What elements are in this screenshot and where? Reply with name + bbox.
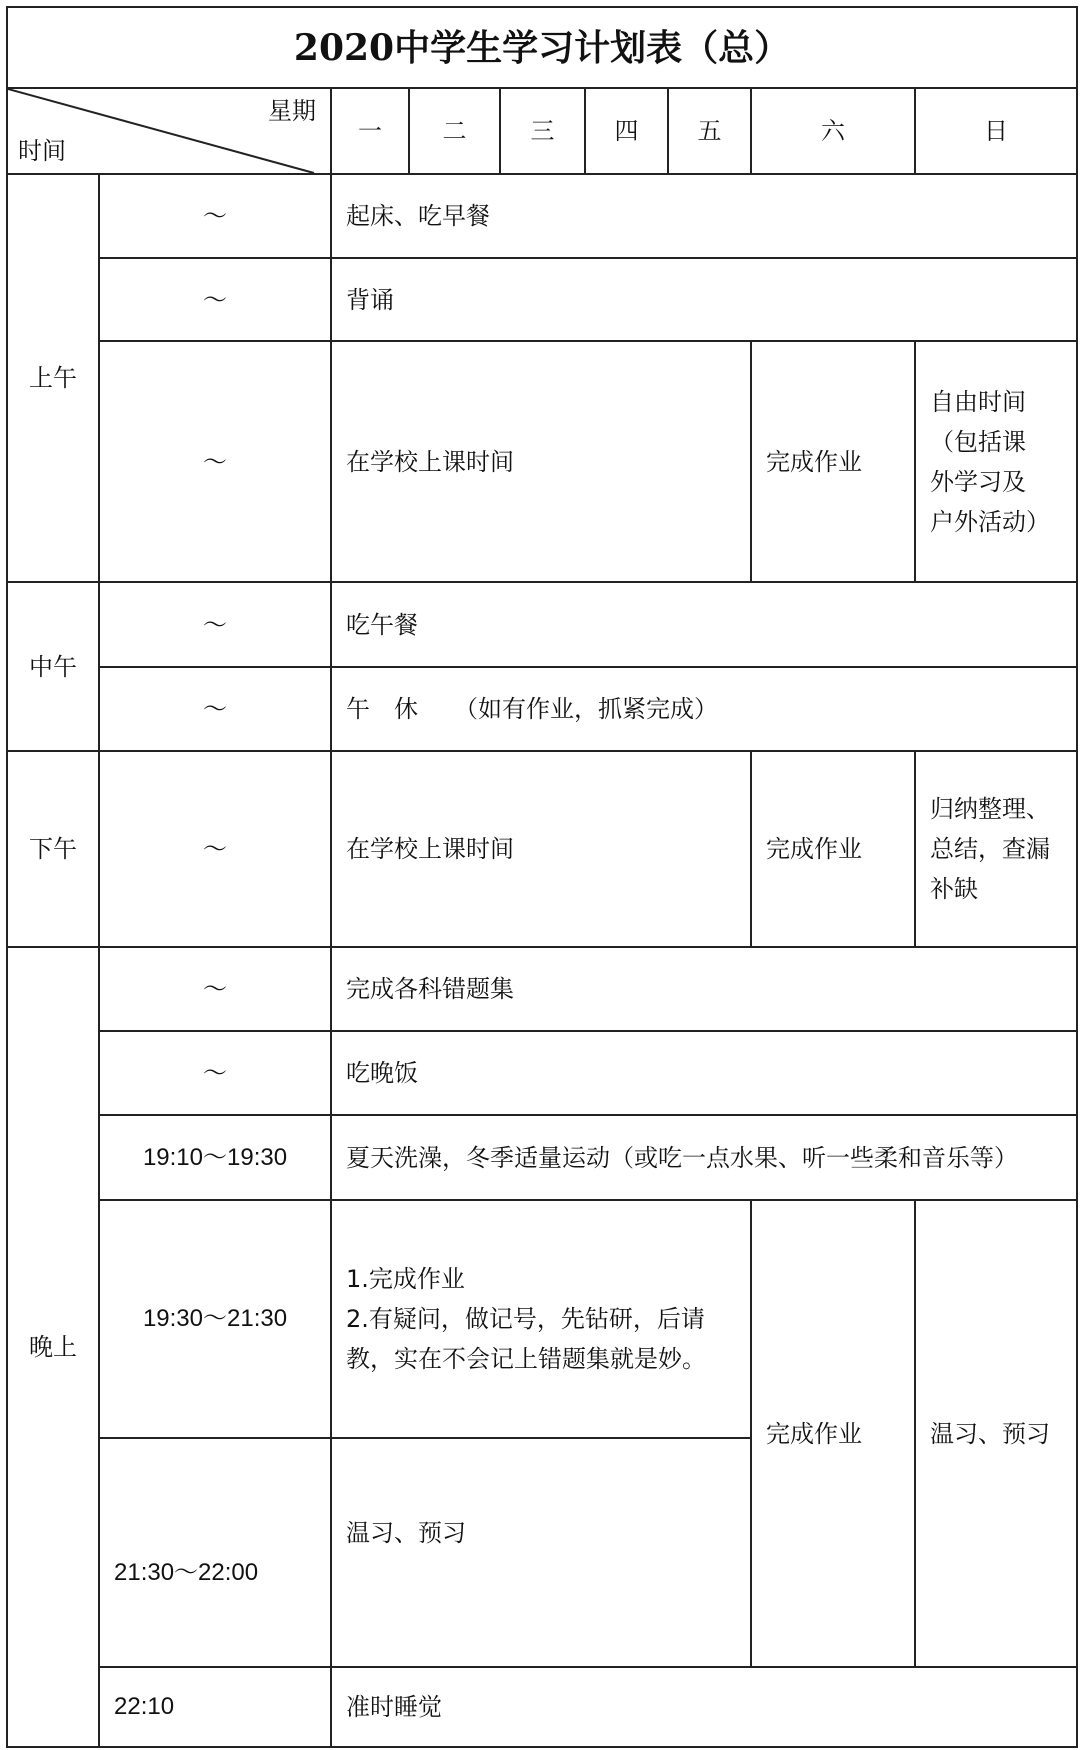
activity-text: 背诵 [346, 285, 394, 314]
activity-text: 完成各科错题集 [346, 975, 514, 1003]
day-label: 五 [697, 117, 722, 145]
day-header [330, 87, 410, 175]
activity-nap [330, 666, 1078, 752]
time-cell [98, 946, 332, 1032]
activity-pm-saturday [750, 750, 916, 948]
activity-lunch [330, 581, 1078, 668]
text-line: 自由时间 [930, 387, 1026, 416]
time-cell [98, 1437, 332, 1668]
period-label: 中午 [29, 652, 77, 681]
period-label: 晚上 [29, 1333, 77, 1361]
header-diagonal-cell [6, 87, 332, 175]
text-line: 外学习及 [930, 467, 1026, 496]
day-label: 六 [821, 117, 845, 145]
activity-pm-sunday [914, 750, 1078, 948]
text-line: 补缺 [930, 875, 978, 903]
time-text: 19:10～19:30 [142, 1143, 288, 1171]
text-line: 2.有疑问，做记号，先钻研，后请教，实在不会记上错题集就是妙。 [346, 1305, 706, 1373]
time-text: ～ [203, 202, 227, 230]
day-label: 四 [614, 117, 639, 145]
time-cell [98, 1114, 332, 1201]
weekday-label: 星期 [268, 97, 316, 125]
day-header [408, 87, 501, 175]
time-text: ～ [203, 975, 227, 1003]
activity-pm-school [330, 750, 752, 948]
activity-recite [330, 257, 1078, 342]
time-text: ～ [203, 285, 227, 314]
time-cell [98, 666, 332, 752]
activity-text: 起床、吃早餐 [346, 202, 490, 230]
activity-mistakes [330, 946, 1078, 1032]
time-text: 21:30～22:00 [114, 1558, 259, 1586]
time-cell [98, 340, 332, 583]
table-title [6, 6, 1078, 89]
activity-text: 夏天洗澡，冬季适量运动（或吃一点水果、听一些柔和音乐等） [346, 1143, 1018, 1172]
activity-text: 在学校上课时间 [346, 835, 514, 863]
activity-text: 午 休 （如有作业，抓紧完成） [346, 695, 718, 723]
day-label: 一 [358, 117, 382, 145]
activity-am-school [330, 340, 752, 583]
time-cell [98, 750, 332, 948]
activity-text: 温习、预习 [930, 1419, 1050, 1448]
time-cell [98, 1030, 332, 1116]
activity-text: 准时睡觉 [346, 1693, 442, 1721]
day-header [914, 87, 1078, 175]
period-morning [6, 173, 100, 583]
day-header [584, 87, 669, 175]
period-label: 下午 [29, 835, 77, 863]
day-header [499, 87, 586, 175]
activity-eve-sunday [914, 1199, 1078, 1668]
time-text: 22:10 [114, 1693, 175, 1720]
activity-am-sunday [914, 340, 1078, 583]
activity-text: 吃晚饭 [346, 1059, 418, 1087]
day-label: 二 [442, 117, 467, 145]
activity-text: 完成作业 [766, 1419, 862, 1448]
activity-review [330, 1437, 752, 1668]
activity-text: 吃午餐 [346, 610, 418, 639]
activity-eve-saturday [750, 1199, 916, 1668]
day-header [667, 87, 752, 175]
activity-text: 完成作业 [766, 835, 862, 863]
activity-text [930, 382, 1050, 542]
activity-text: 温习、预习 [346, 1518, 466, 1547]
day-label: 日 [984, 117, 1008, 145]
text-line: 归纳整理、 [930, 795, 1050, 823]
time-cell [98, 173, 332, 259]
time-cell [98, 1666, 332, 1748]
time-cell [98, 1199, 332, 1439]
text-line: 1.完成作业 [346, 1265, 465, 1293]
text-line: 户外活动） [930, 507, 1050, 536]
time-label: 时间 [18, 137, 66, 165]
day-header [750, 87, 916, 175]
activity-text [930, 789, 1050, 909]
activity-homework [330, 1199, 752, 1439]
period-afternoon [6, 750, 100, 948]
time-cell [98, 581, 332, 668]
time-text: ～ [203, 695, 227, 723]
activity-text [346, 1259, 740, 1379]
time-text: ～ [203, 835, 227, 863]
period-evening [6, 946, 100, 1748]
activity-sleep [330, 1666, 1078, 1748]
time-text: 19:30～21:30 [142, 1305, 288, 1332]
activity-dinner [330, 1030, 1078, 1116]
activity-text: 完成作业 [766, 447, 862, 476]
time-text: ～ [203, 1059, 227, 1087]
activity-bath [330, 1114, 1078, 1201]
activity-wake [330, 173, 1078, 259]
time-cell [98, 257, 332, 342]
day-label: 三 [530, 117, 555, 145]
period-noon [6, 581, 100, 752]
activity-am-saturday [750, 340, 916, 583]
time-text: ～ [203, 610, 227, 639]
period-label: 上午 [29, 364, 77, 392]
activity-text: 在学校上课时间 [346, 447, 514, 476]
text-line: 总结，查漏 [930, 835, 1050, 863]
time-text: ～ [203, 447, 227, 476]
text-line: （包括课 [930, 427, 1026, 456]
title-text: 2020中学生学习计划表（总） [293, 26, 791, 69]
